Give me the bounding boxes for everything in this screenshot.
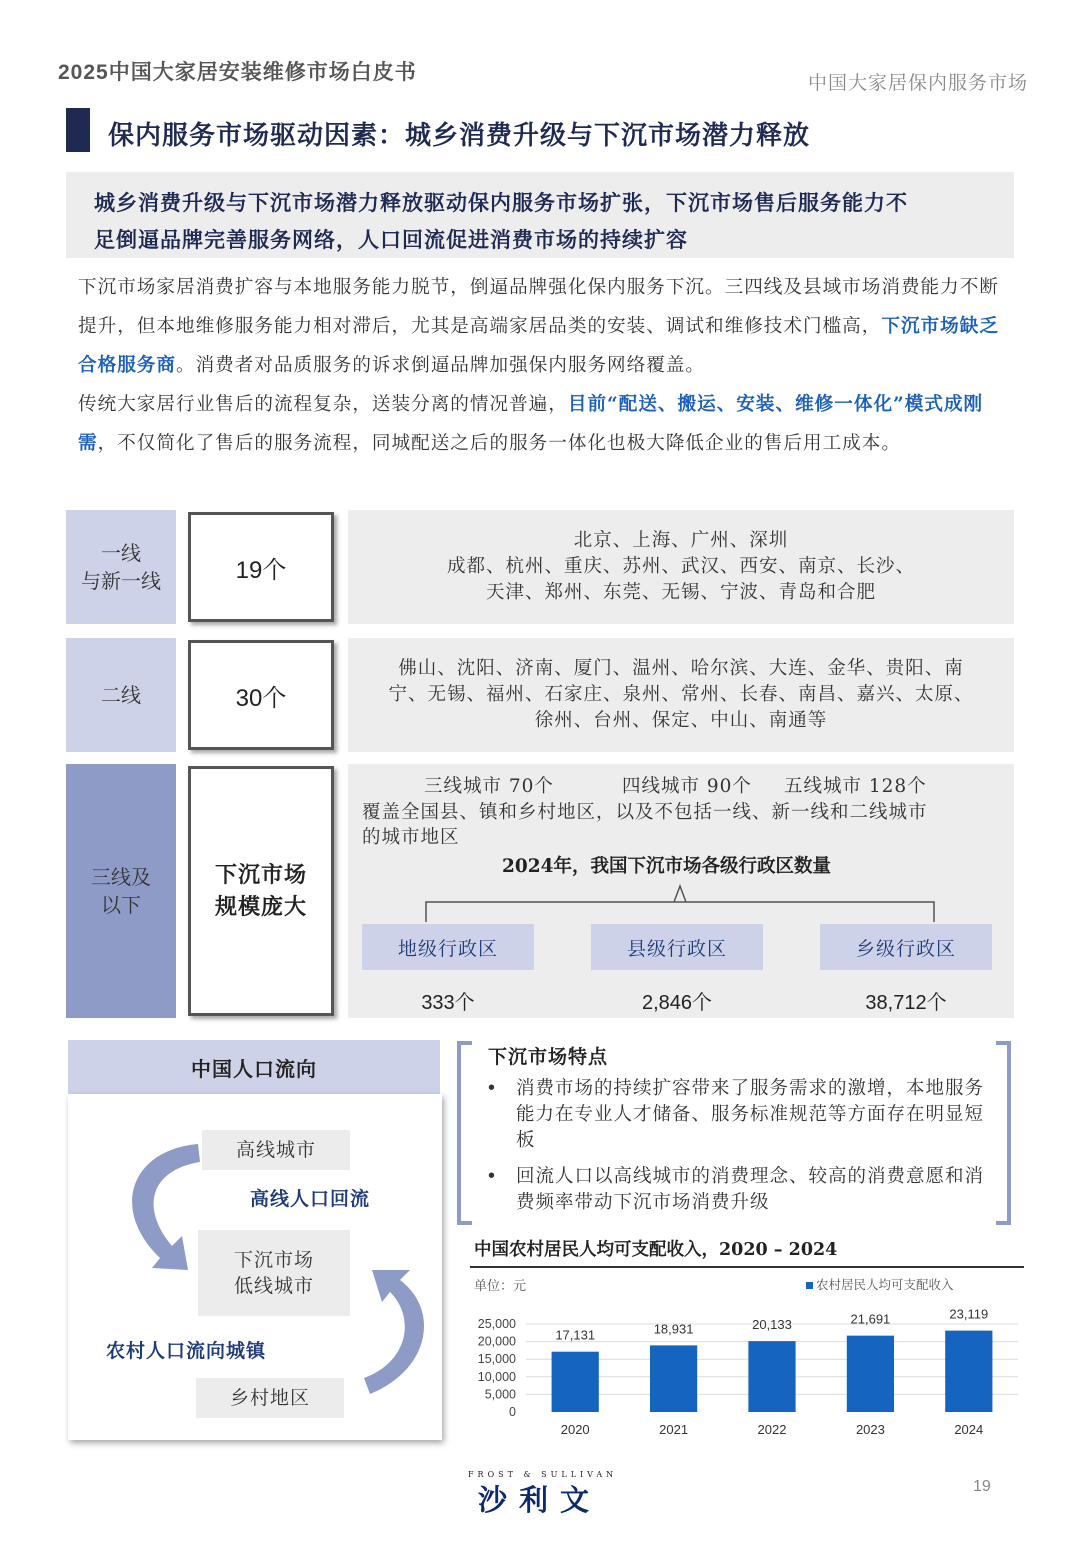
tier1-cities-line2: 成都、杭州、重庆、苏州、武汉、西安、南京、长沙、: [446, 556, 915, 577]
page-number: 19: [973, 1478, 991, 1495]
admin-level-county: 县级行政区: [591, 924, 763, 970]
tier3-label-line2: 以下: [101, 893, 141, 917]
tier1-label-line1: 一线: [101, 541, 141, 565]
tier1-label-line2: 与新一线: [81, 569, 161, 593]
y-tick-label: 25,000: [477, 1317, 516, 1331]
page-heading: 保内服务市场驱动因素：城乡消费升级与下沉市场潜力释放: [108, 121, 811, 151]
bar-value-label: 17,131: [555, 1327, 596, 1343]
low-tier-city-box: [198, 1230, 350, 1316]
paragraph-1-text-end: 。消费者对品质服务的诉求倒逼品牌加强保内服务网络覆盖。: [175, 355, 706, 376]
summary-line-2: 足倒逼品牌完善服务网络，人口回流促进消费市场的持续扩容: [94, 227, 688, 252]
legend-label: 农村居民人均可支配收入: [816, 1277, 954, 1292]
tier3-label: [66, 764, 176, 1018]
tier1-cities-line1: 北京、上海、广州、深圳: [573, 530, 789, 551]
bar: [650, 1345, 697, 1412]
x-tick-label: 2020: [560, 1422, 590, 1437]
tier2-cities: [348, 638, 1014, 752]
income-bar-chart: [470, 1290, 1024, 1450]
logo-english: FROST & SULLIVAN: [468, 1470, 618, 1479]
y-tick-label: 20,000: [477, 1334, 516, 1349]
high-tier-city-box: 高线城市: [202, 1130, 350, 1170]
tier2-label-text: 二线: [101, 683, 141, 707]
x-tick-label: 2024: [954, 1422, 984, 1437]
urbanization-arrow-icon: [364, 1270, 424, 1394]
y-tick-label: 10,000: [477, 1369, 516, 1384]
paragraph-1: [78, 268, 1008, 385]
paragraph-1-highlight: 下沉市场缺乏合格服务商: [78, 316, 999, 376]
paragraph-2-highlight: 目前“配送、搬运、安装、维修一体化”模式成刚需: [78, 394, 984, 454]
chart-title-rule: [470, 1266, 1024, 1268]
tier1-count-box: [188, 512, 334, 622]
features-list: [486, 1076, 996, 1226]
bullet: •: [486, 1078, 498, 1099]
features-title: 下沉市场特点: [488, 1046, 609, 1068]
paragraph-2-text-end: ，不仅简化了售后的服务流程，同城配送之后的服务一体化也极大降低企业的售后用工成本。: [97, 433, 901, 454]
admin-count-county: 2,846个: [641, 992, 713, 1014]
rural-flow-label: 农村人口流向城镇: [106, 1340, 267, 1362]
admin-count-township: 38,712个: [865, 992, 947, 1014]
bar-value-label: 21,691: [850, 1311, 891, 1327]
bar: [748, 1341, 795, 1412]
return-flow-label: 高线人口回流: [250, 1188, 371, 1210]
tier2-count-box: [188, 640, 334, 750]
logo-chinese: 沙利文: [478, 1483, 602, 1517]
heading-accent-bar: [66, 108, 90, 152]
paragraph-2-text: 传统大家居行业售后的流程复杂，送装分离的情况普遍，: [78, 394, 568, 415]
coverage-line2: 的城市地区: [362, 827, 460, 848]
tier2-count: 30个: [235, 684, 287, 712]
feature-item: [486, 1076, 996, 1154]
chart-unit: 单位：元: [474, 1279, 527, 1294]
bar: [945, 1331, 992, 1412]
summary-box: [66, 172, 1014, 258]
coverage-text: [362, 800, 1002, 850]
feature-item-text: 回流人口以高线城市的消费理念、较高的消费意愿和消费频率带动下沉市场消费升级: [516, 1166, 985, 1213]
y-tick-label: 5,000: [484, 1387, 516, 1402]
bar-value-label: 23,119: [949, 1306, 989, 1322]
tier1-cities-line3: 天津、郑州、东莞、无锡、宁波、青岛和合肥: [485, 582, 876, 603]
bar: [552, 1352, 599, 1412]
chart-title: 中国农村居民人均可支配收入，2020 – 2024: [474, 1240, 838, 1260]
y-tick-label: 0: [509, 1405, 516, 1419]
fourth-tier-count: 四线城市 90个: [622, 776, 752, 797]
body-paragraphs: [78, 268, 1008, 463]
low-tier-city-line2: 低线城市: [233, 1275, 314, 1297]
admin-count-prefecture: 333个: [421, 992, 475, 1014]
tier3-label-line1: 三线及: [91, 865, 151, 889]
admin-title: 2024年，我国下沉市场各级行政区数量: [502, 856, 831, 877]
tier2-cities-line2: 宁、无锡、福州、石家庄、泉州、常州、长春、南昌、嘉兴、太原、: [388, 684, 974, 705]
third-tier-count: 三线城市 70个: [424, 776, 554, 797]
tier3-count-line1: 下沉市场: [214, 862, 307, 888]
feature-item-text: 消费市场的持续扩容带来了服务需求的激增，本地服务能力在专业人才储备、服务标准规范等方面存在明显短板: [516, 1078, 985, 1151]
tier2-cities-line1: 佛山、沈阳、济南、厦门、温州、哈尔滨、大连、金华、贵阳、南: [398, 658, 964, 679]
document-title: 2025中国大家居安装维修市场白皮书: [58, 61, 417, 84]
admin-level-prefecture: 地级行政区: [362, 924, 534, 970]
tier3-count-box: [188, 766, 334, 1016]
tier1-count: 19个: [235, 556, 287, 584]
tier2-cities-line3: 徐州、台州、保定、中山、南通等: [534, 710, 828, 731]
coverage-line1: 覆盖全国县、镇和乡村地区，以及不包括一线、新一线和二线城市: [362, 802, 928, 823]
bar-value-label: 20,133: [752, 1317, 792, 1333]
x-tick-label: 2022: [757, 1422, 787, 1437]
legend-swatch: [806, 1282, 813, 1289]
rural-area-box: 乡村地区: [196, 1378, 344, 1418]
bar-value-label: 18,931: [653, 1321, 694, 1337]
tier1-label: [66, 510, 176, 624]
paragraph-2: [78, 385, 1008, 463]
x-tick-label: 2021: [659, 1422, 689, 1437]
summary-line-1: 城乡消费升级与下沉市场潜力释放驱动保内服务市场扩张，下沉市场售后服务能力不: [94, 190, 908, 215]
tier3-count-line2: 规模庞大: [214, 894, 307, 920]
admin-level-township: 乡级行政区: [820, 924, 992, 970]
feature-item: [486, 1164, 996, 1216]
low-tier-city-line1: 下沉市场: [233, 1249, 314, 1271]
x-tick-label: 2023: [855, 1422, 885, 1437]
tier2-label: [66, 638, 176, 752]
tier1-cities: [348, 510, 1014, 624]
bar: [847, 1336, 894, 1412]
bullet: •: [486, 1166, 498, 1187]
population-flow-title: 中国人口流向: [68, 1040, 440, 1094]
fifth-tier-count: 五线城市 128个: [784, 776, 927, 797]
section-label: 中国大家居保内服务市场: [807, 72, 1028, 94]
return-arrow-icon: [132, 1144, 200, 1270]
y-tick-label: 15,000: [477, 1352, 516, 1367]
admin-bracket: [420, 878, 940, 924]
paragraph-1-text: 下沉市场家居消费扩容与本地服务能力脱节，倒逼品牌强化保内服务下沉。三四线及县域市场消费能力不断提升，但本地维修服务能力相对滞后，尤其是高端家居品类的安装、调试和维修技术门槛高，: [78, 277, 999, 337]
